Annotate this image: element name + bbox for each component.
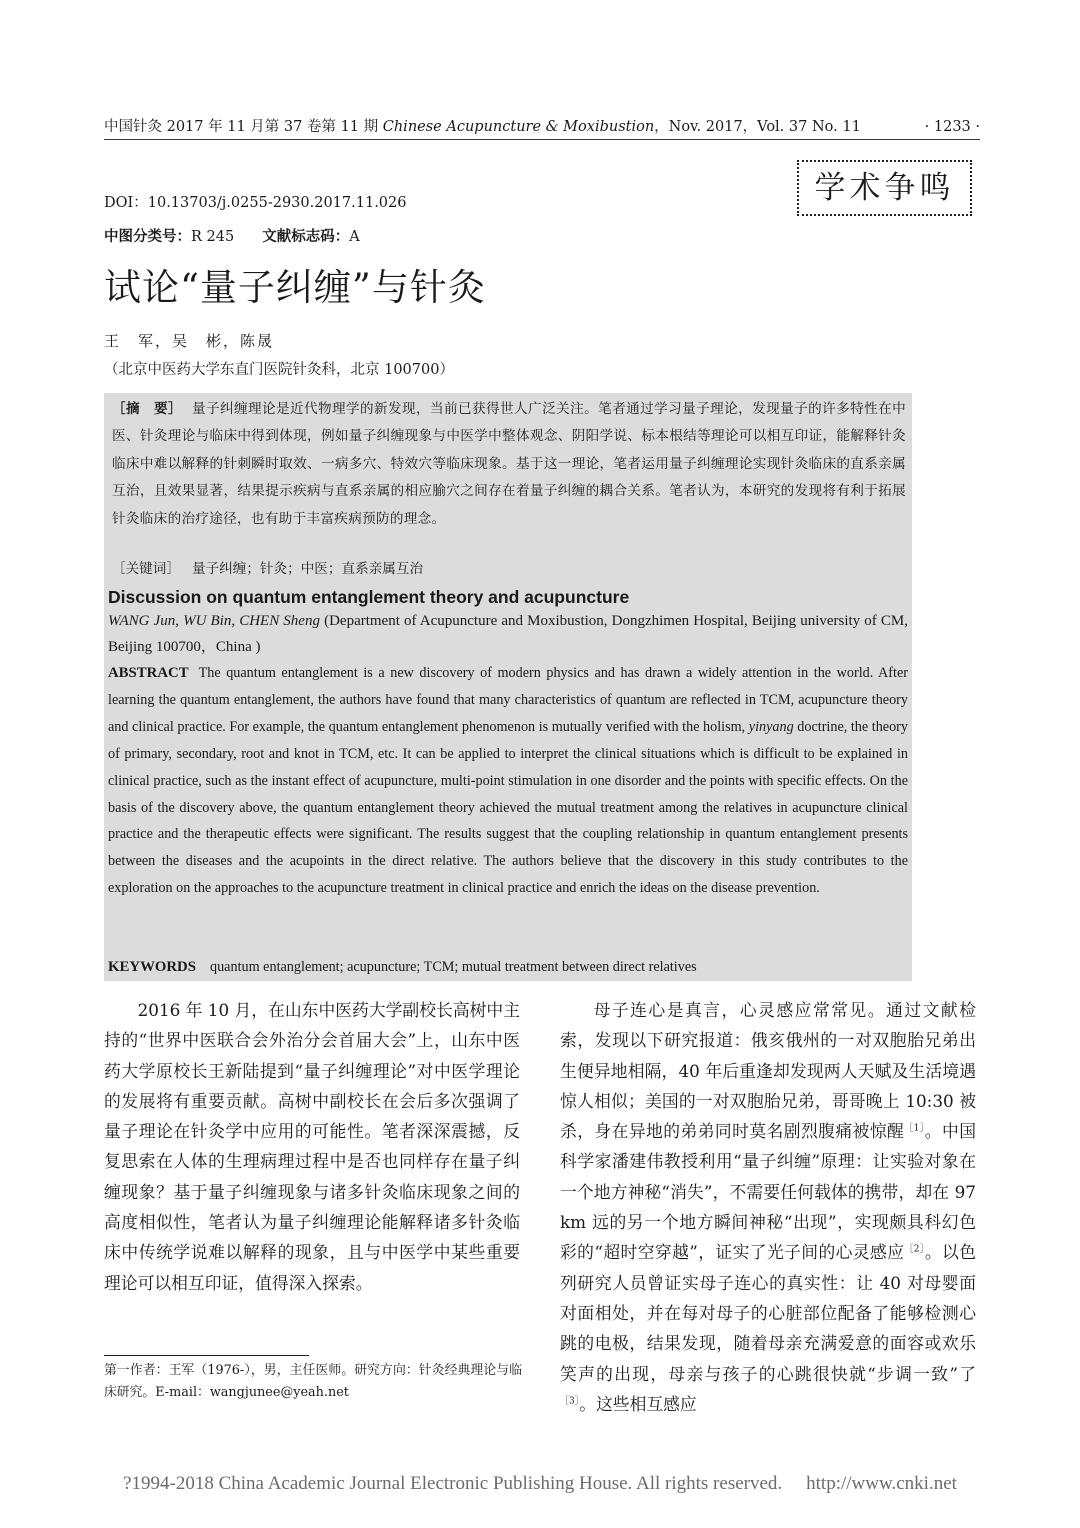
classification-line <box>104 226 360 248</box>
article-title-cn: 试论“量子纠缠”与针灸 <box>104 266 486 309</box>
reference-1: ［1］ <box>904 1123 925 1134</box>
doc-code-value: A <box>349 229 360 245</box>
keywords-en <box>108 955 908 979</box>
journal-name-en: Chinese Acupuncture & Moxibustion <box>382 119 655 135</box>
keywords-en-tag: KEYWORDS <box>108 959 196 975</box>
column-label: 学术争鸣 <box>797 160 972 216</box>
journal-issue-en: ，Nov. 2017，Vol. 37 No. 11 <box>654 119 861 135</box>
copyright-url[interactable]: http://www.cnki.net <box>806 1473 957 1494</box>
body-column-left <box>104 995 520 1298</box>
journal-name-cn: 中国针灸 2017 年 11 月第 37 卷第 11 期 <box>104 119 379 135</box>
abstract-en <box>108 660 908 902</box>
doc-code-label: 文献标志码： <box>262 228 350 245</box>
abstract-en-term: yinyang <box>748 718 794 735</box>
body-text: 。以色列研究人员曾证实母子连心的真实性：让 40 对母婴面对面相处，并在每对母子的心脏部位配备了能够检测心跳的电极，结果发现，随着母亲充满爱意的面容或欢乐笑声的出现，母亲与孩子的心跳很快就“步调一致”了 <box>560 1242 976 1384</box>
abstract-en-text-1: The quantum entanglement is a new discovery of modern physics and has drawn a widely attention in the world. After learning the quantum entanglement, the authors have found that many characteristics of quantum are reflected in TCM, acupuncture theory and clinical practice. For example, the quantum entanglement phenomenon is mutually verified with the holism, <box>108 665 908 735</box>
authors-cn: 王 军，吴 彬，陈晟 <box>104 332 275 350</box>
doi: DOI：10.13703/j.0255-2930.2017.11.026 <box>104 195 407 211</box>
affiliation-en: (Department of Acupuncture and Moxibustion, Dongzhimen Hospital, Beijing university of CM, Beijing 100700，China ) <box>108 613 908 655</box>
copyright-line <box>40 1470 1040 1498</box>
footnote-author: 第一作者：王军（1976-），男，主任医师。研究方向：针灸经典理论与临床研究。E-mail：wangjunee@yeah.net <box>104 1363 522 1400</box>
reference-3: ［3］ <box>560 1396 580 1407</box>
authors-en-names: WANG Jun, WU Bin, CHEN Sheng <box>108 613 320 629</box>
journal-citation <box>104 115 861 139</box>
footnote-divider <box>104 1355 309 1356</box>
copyright-text: ?1994-2018 China Academic Journal Electronic Publishing House. All rights reserved. <box>123 1473 783 1494</box>
keywords-cn <box>112 557 906 581</box>
abstract-cn <box>112 396 906 533</box>
clc-value: R 245 <box>191 229 235 245</box>
keywords-cn-text: 量子纠缠；针灸；中医；直系亲属互治 <box>191 561 424 577</box>
body-text: 母子连心是真言，心灵感应常常见。通过文献检索，发现以下研究报道：俄亥俄州的一对双胞胎兄弟出生便异地相隔，40 年后重逢却发现两人天赋及生活境遇惊人相似；美国的一对双胞胎兄弟，哥哥晚上 10:30 被杀，身在异地的弟弟同时莫名剧烈腹痛被惊醒 <box>560 1000 976 1142</box>
affiliation-cn: （北京中医药大学东直门医院针灸科，北京 100700） <box>104 362 454 378</box>
article-title-en: Discussion on quantum entanglement theory and acupuncture <box>108 587 630 607</box>
abstract-en-tag: ABSTRACT <box>108 665 189 681</box>
body-text: 。中国科学家潘建伟教授利用“量子纠缠”原理：让实验对象在一个地方神秘“消失”，不需要任何载体的携带，却在 97 km 远的另一个地方瞬间神秘“出现”，实现颇具科幻色彩的“超时空穿越”，证实了光子间的心灵感应 <box>560 1121 976 1263</box>
body-paragraph: 2016 年 10 月，在山东中医药大学副校长高树中主持的“世界中医联合会外治分会首届大会”上，山东中医药大学原校长王新陆提到“量子纠缠理论”对中医学理论的发展将有重要贡献。高树中副校长在会后多次强调了量子理论在针灸学中应用的可能性。笔者深深震撼，反复思索在人体的生理病理过程中是否也同样存在量子纠缠现象？基于量子纠缠现象与诸多针灸临床现象之间的高度相似性，笔者认为量子纠缠理论能解释诸多针灸临床中传统学说难以解释的现象，且与中医学中某些重要理论可以相互印证，值得深入探索。 <box>104 1000 520 1293</box>
body-column-right <box>560 995 976 1419</box>
page-number: · 1233 · <box>924 119 980 135</box>
abstract-cn-text: 量子纠缠理论是近代物理学的新发现，当前已获得世人广泛关注。笔者通过学习量子理论，发现量子的许多特性在中医、针灸理论与临床中得到体现，例如量子纠缠现象与中医学中整体观念、阴阳学说、标本根结等理论可以相互印证，能解释针灸临床中难以解释的针刺瞬时取效、一病多穴、特效穴等临床现象。基于这一理论，笔者运用量子纠缠理论实现针灸临床的直系亲属互治，且效果显著，结果提示疾病与直系亲属的相应腧穴之间存在着量子纠缠的耦合关系。笔者认为，本研究的发现将有利于拓展针灸临床的治疗途径，也有助于丰富疾病预防的理念。 <box>112 401 907 527</box>
reference-2: ［2］ <box>904 1244 925 1255</box>
authors-en <box>108 608 908 660</box>
keywords-en-text: quantum entanglement; acupuncture; TCM; mutual treatment between direct relatives <box>209 959 697 975</box>
body-paragraph <box>560 995 976 1419</box>
abstract-en-text-2: doctrine, the theory of primary, secondary, root and knot in TCM, etc. It can be applied to interpret the clinical situations which is difficult to be explained in clinical practice, such as the instant effect of acupuncture, multi-point stimulation in one disorder and the points with specific effects. On the basis of the discovery above, the quantum entanglement theory achieved the mutual treatment among the relatives in acupuncture clinical practice and the therapeutic effects were significant. The results suggest that the coupling relationship in quantum entanglement presents between the diseases and the acupoints in the direct relative. The authors believe that the discovery in this study contributes to the exploration on the approaches to the acupuncture treatment in clinical practice and enrich the ideas on the disease prevention. <box>108 718 908 897</box>
clc-label: 中图分类号： <box>104 228 191 245</box>
keywords-cn-tag: ［关键词］ <box>112 561 180 577</box>
body-text: 。这些相互感应 <box>579 1393 697 1414</box>
running-header <box>104 115 980 140</box>
abstract-cn-tag: ［摘 要］ <box>112 401 183 417</box>
